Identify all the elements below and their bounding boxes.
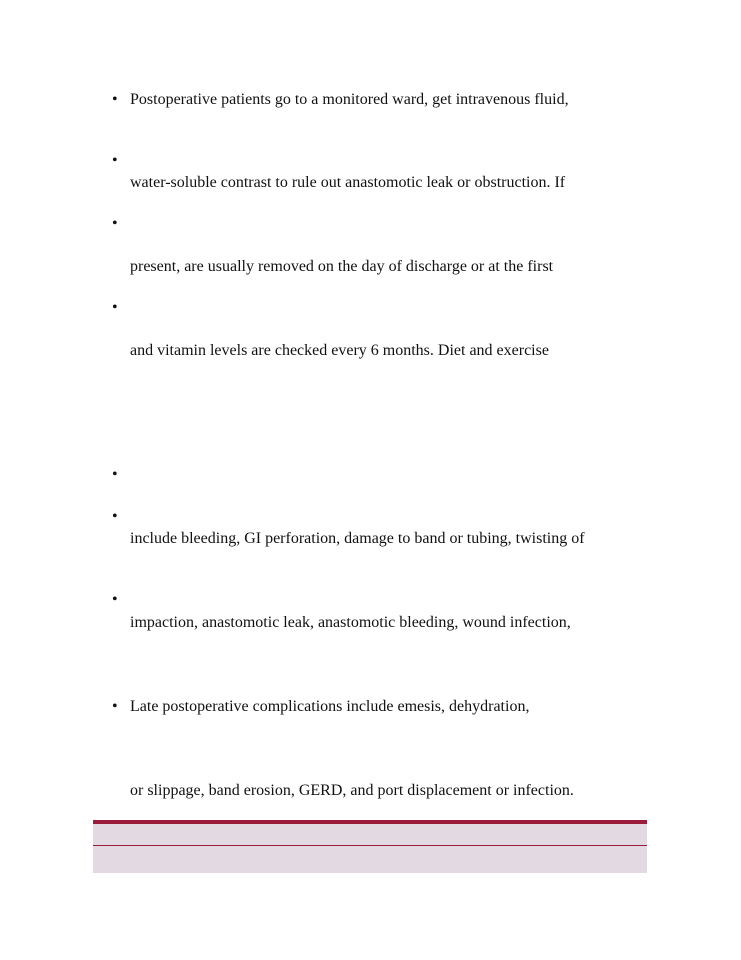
bullet-marker xyxy=(112,214,118,234)
text-line: and vitamin levels are checked every 6 months. Diet and exercise xyxy=(130,342,549,359)
bullet-marker xyxy=(112,298,118,318)
text-line: water-soluble contrast to rule out anastomotic leak or obstruction. If xyxy=(130,174,566,191)
footer-band xyxy=(93,846,647,873)
text-line: Late postoperative complications include emesis, dehydration, xyxy=(130,698,530,715)
text-line: include bleeding, GI perforation, damage to band or tubing, twisting of xyxy=(130,530,585,547)
text-line: or slippage, band erosion, GERD, and port displacement or infection. xyxy=(130,782,574,799)
text-line: Postoperative patients go to a monitored ward, get intravenous fluid, xyxy=(130,91,569,108)
text-line: impaction, anastomotic leak, anastomotic bleeding, wound infection, xyxy=(130,614,571,631)
text-line: present, are usually removed on the day of discharge or at the first xyxy=(130,258,554,275)
bullet-marker xyxy=(112,465,118,485)
bullet-marker xyxy=(112,590,118,610)
bullet-marker xyxy=(112,151,118,171)
footer-band xyxy=(93,824,647,845)
bullet-marker xyxy=(112,697,118,717)
bullet-marker xyxy=(112,507,118,527)
bullet-marker xyxy=(112,90,118,110)
